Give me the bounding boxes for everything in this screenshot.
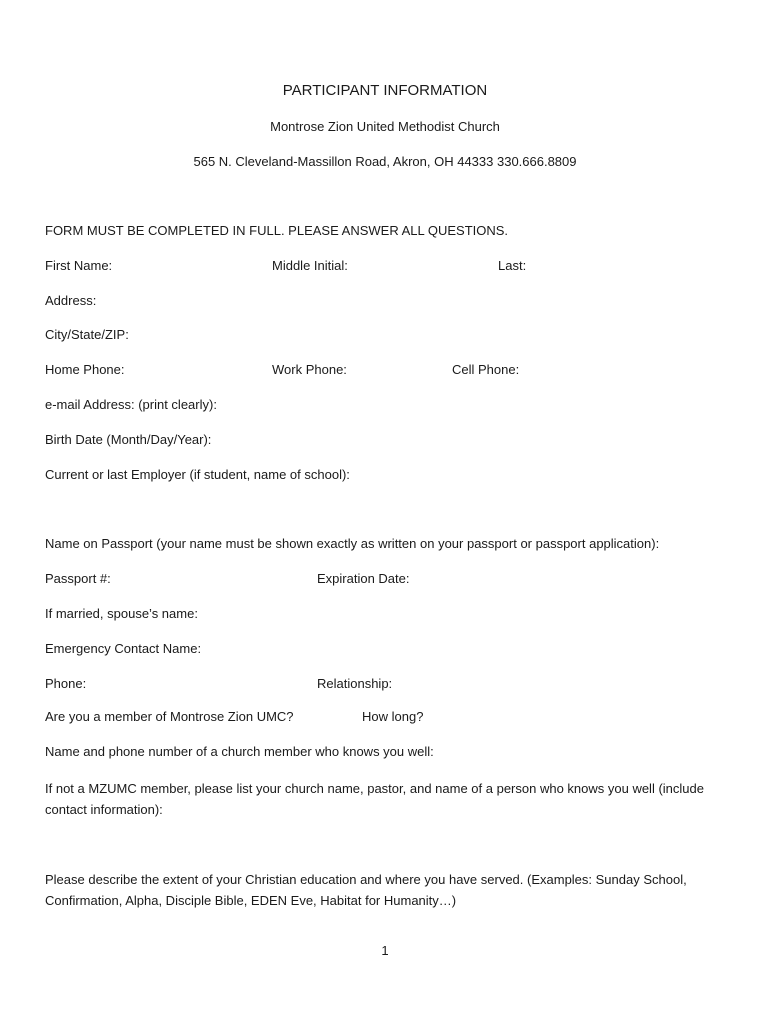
birth-date-label: Birth Date (Month/Day/Year): <box>45 432 212 447</box>
expiration-date-label: Expiration Date: <box>317 571 410 586</box>
form-instructions: FORM MUST BE COMPLETED IN FULL. PLEASE ANSWER ALL QUESTIONS. <box>45 223 509 238</box>
employer-label: Current or last Employer (if student, name of school): <box>45 467 350 482</box>
how-long-label: How long? <box>362 709 424 724</box>
church-address: 565 N. Cleveland-Massillon Road, Akron, OH 44333 330.666.8809 <box>193 154 577 169</box>
address-label: Address: <box>45 293 97 308</box>
middle-initial-label: Middle Initial: <box>272 258 348 273</box>
page-number: 1 <box>381 943 389 958</box>
city-state-zip-label: City/State/ZIP: <box>45 327 129 342</box>
non-member-question: If not a MZUMC member, please list your church name, pastor, and name of a person who knows you well (include contact information): <box>45 781 704 817</box>
church-member-contact-label: Name and phone number of a church member who knows you well: <box>45 744 434 759</box>
emergency-contact-label: Emergency Contact Name: <box>45 641 202 656</box>
passport-number-label: Passport #: <box>45 571 111 586</box>
page-title: PARTICIPANT INFORMATION <box>282 82 488 99</box>
cell-phone-label: Cell Phone: <box>452 362 520 377</box>
passport-name-label: Name on Passport (your name must be shown exactly as written on your passport or passport application): <box>45 536 660 551</box>
relationship-label: Relationship: <box>317 676 393 691</box>
email-label: e-mail Address: (print clearly): <box>45 397 217 412</box>
home-phone-label: Home Phone: <box>45 362 125 377</box>
last-name-label: Last: <box>498 258 527 273</box>
work-phone-label: Work Phone: <box>272 362 347 377</box>
first-name-label: First Name: <box>45 258 113 273</box>
spouse-name-label: If married, spouse’s name: <box>45 606 198 621</box>
member-question-label: Are you a member of Montrose Zion UMC? <box>45 709 294 724</box>
church-name: Montrose Zion United Methodist Church <box>270 119 500 134</box>
phone-label: Phone: <box>45 676 87 691</box>
christian-education-question: Please describe the extent of your Christian education and where you have served. (Examples: Sunday School, Confirmation, Alpha, Disciple Bible, EDEN Eve, Habitat for Humanity…) <box>45 872 687 908</box>
